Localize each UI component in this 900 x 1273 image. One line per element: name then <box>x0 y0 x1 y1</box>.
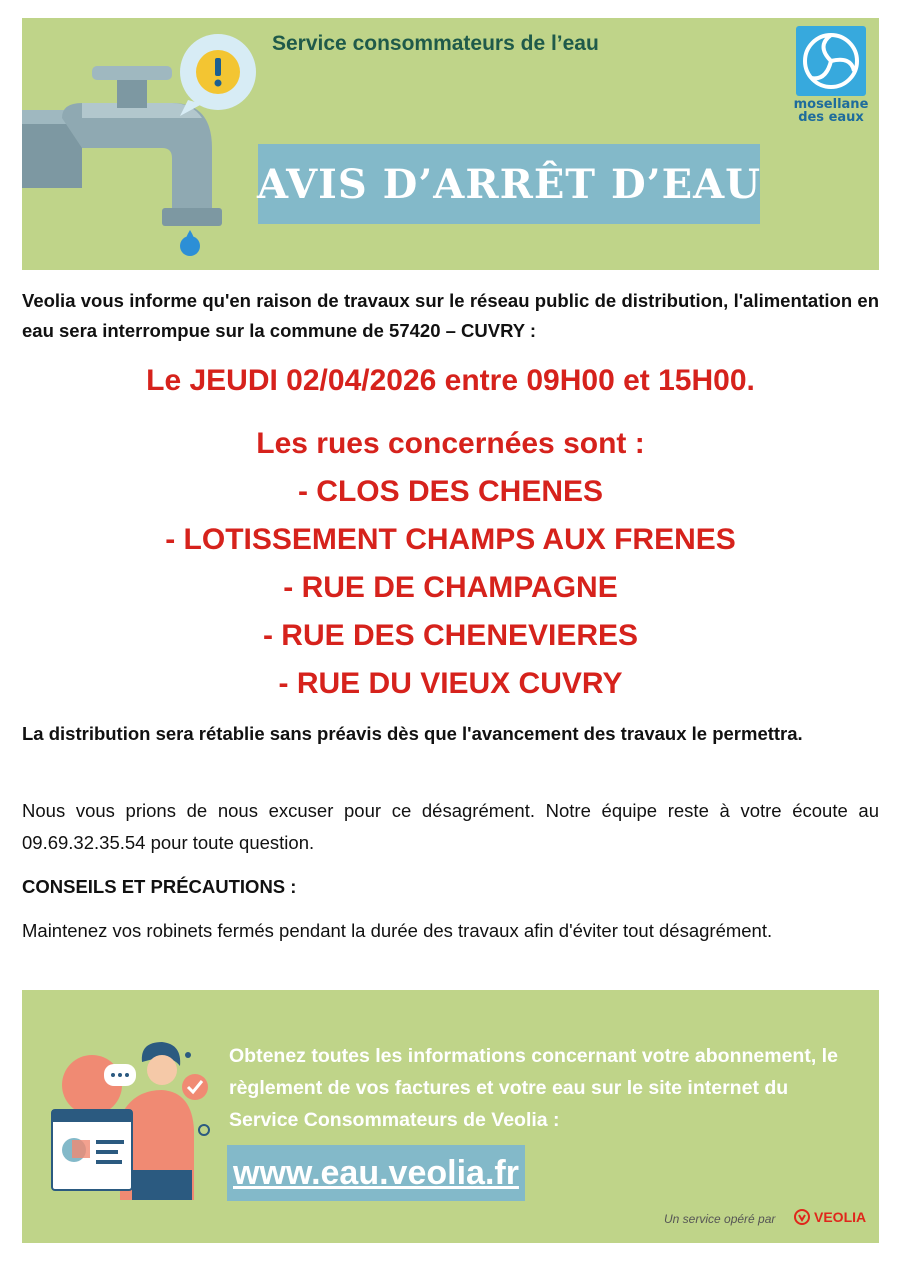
intro-text: Veolia vous informe qu'en raison de travaux sur le réseau public de distribution, l'alimentation en eau sera interrompue sur la commune de 57420 – CUVRY : <box>22 290 879 341</box>
advice-title: CONSEILS ET PRÉCAUTIONS : <box>22 876 297 897</box>
veolia-logo-icon <box>794 1209 810 1225</box>
notice-title-box <box>258 144 760 224</box>
header-banner <box>22 18 879 270</box>
footer-info-text: Obtenez toutes les informations concernant votre abonnement, le règlement de vos factures et votre eau sur le site internet du Service Consommateurs de Veolia : <box>229 1045 838 1131</box>
restore-text: La distribution sera rétablie sans préavis dès que l'avancement des travaux le permettra. <box>22 723 803 744</box>
mosellane-logo-icon <box>796 26 866 96</box>
person-illustration-icon <box>22 990 222 1243</box>
veolia-brand: VEOLIA <box>814 1209 867 1225</box>
streets-list <box>22 420 879 708</box>
streets-heading: Les rues concernées sont : <box>256 427 645 460</box>
advice-text: Maintenez vos robinets fermés pendant la durée des travaux afin d'éviter tout désagrément. <box>22 920 773 941</box>
notice-title: AVIS D’ARRÊT D’EAU <box>257 160 762 208</box>
footer-banner <box>22 990 879 1243</box>
apology-text: Nous vous prions de nous excuser pour ce désagrément. Notre équipe reste à votre écoute au 09.69.32.35.54 pour toute question. <box>22 800 879 853</box>
logo-label <box>786 98 876 124</box>
veolia-logo <box>794 1209 866 1225</box>
website-link[interactable]: www.eau.veolia.fr <box>233 1153 519 1192</box>
street-item: - RUE DES CHENEVIERES <box>262 619 639 652</box>
street-item: - LOTISSEMENT CHAMPS AUX FRENES <box>165 523 736 556</box>
operated-by-text: Un service opéré par <box>664 1212 776 1226</box>
website-link-box[interactable] <box>227 1145 525 1201</box>
street-item: - RUE DE CHAMPAGNE <box>283 571 618 604</box>
street-item: - RUE DU VIEUX CUVRY <box>278 667 623 700</box>
logo-line2: des eaux <box>798 110 864 125</box>
street-item: - CLOS DES CHENES <box>297 475 604 508</box>
outage-date: Le JEUDI 02/04/2026 entre 09H00 et 15H00. <box>146 364 755 397</box>
logo-line1: mosellane <box>793 97 869 112</box>
alert-bubble-icon <box>174 30 264 120</box>
service-title: Service consommateurs de l’eau <box>272 32 599 55</box>
